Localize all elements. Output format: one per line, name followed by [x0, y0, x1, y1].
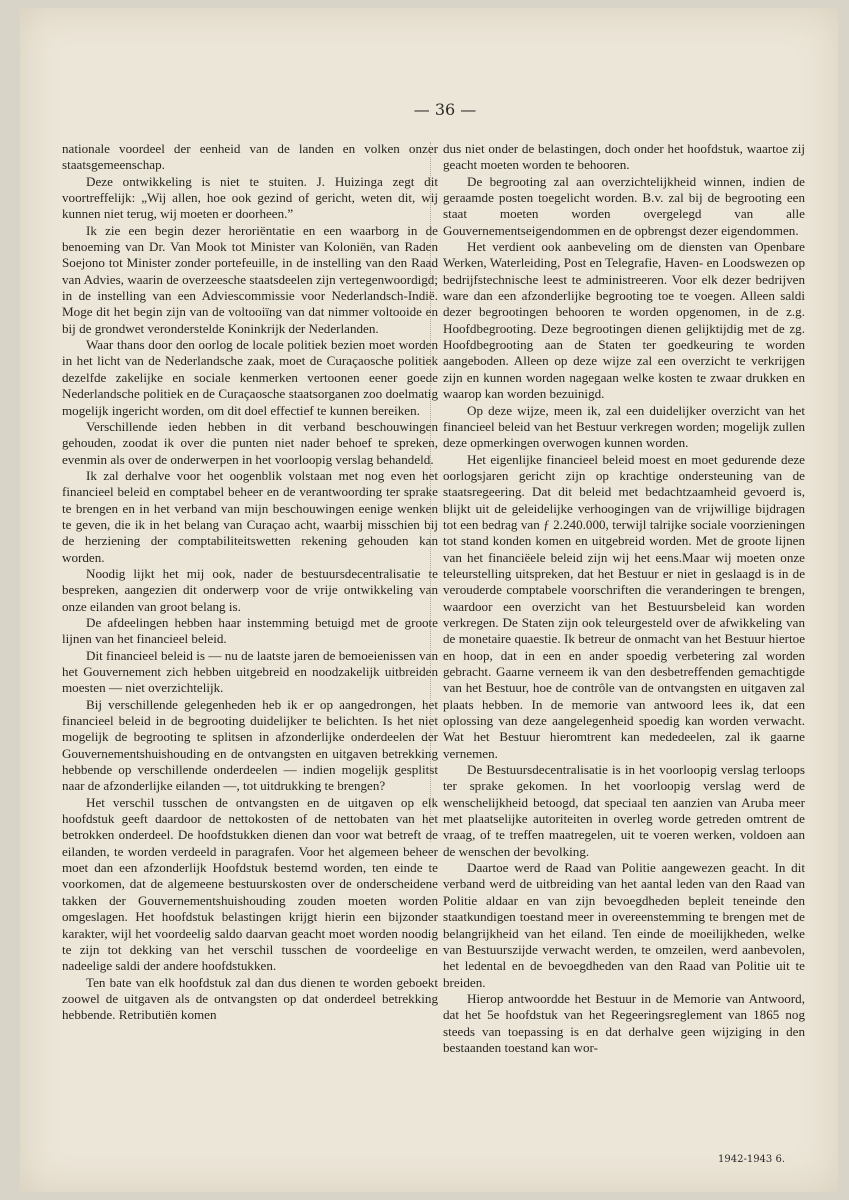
paragraph: Het verdient ook aanbeveling om de diensten van Openbare Werken, Waterleiding, Post en Telegrafie, Haven- en Loodswezen op bedrijfstechnische leest te administreeren. Voor elk dezer bedrijven ware dan een afzonderlijke begrooting toe te voegen. Alleen saldi dezer begrootingen behooren te worden opgenomen, in de z.g. Hoofdbegrooting. Deze begrootingen dienen gelijktijdig met de zg. Hoofdbegrooting aan de Staten ter goedkeuring te worden aangeboden. Alleen op deze wijze zal een overzicht te verkrijgen zijn en kunnen worden nagegaan welke kosten te zwaar drukken en waarop kan worden bezuinigd. [443, 239, 805, 402]
paragraph: De afdeelingen hebben haar instemming betuigd met de groote lijnen van het financieel beleid. [62, 614, 438, 647]
paragraph: Verschillende ieden hebben in dit verband beschouwingen gehouden, zoodat ik over die punten niet nader behoef te spreken, evenmin als over de onderwerpen in het voorloopig verslag behandeld. [62, 418, 438, 467]
paragraph: Het verschil tusschen de ontvangsten en de uitgaven op elk hoofdstuk geeft daardoor de nettokosten of de nettobaten van het betrokken onderdeel. De hoofdstukken dienen dan voor wat betreft de eilanden, te worden verdeeld in paragrafen. Voor het algemeen beheer moet dan een afzonderlijk Hoofdstuk bestemd worden, ten einde te voorkomen, dat de algemeene bestuurskosten over de onderscheidene takken der Gouvernementshuishouding zouden moeten worden omgeslagen. Het hoofdstuk belastingen krijgt hierin een bijzonder karakter, wijl het voordeelig saldo daarvan geacht moet worden noodig te zijn tot dekking van het verschil tusschen de voordeelige en nadeelige saldi der andere hoofdstukken. [62, 794, 438, 974]
paragraph: Ten bate van elk hoofdstuk zal dan dus dienen te worden geboekt zoowel de uitgaven als de ontvangsten op dat onderdeel betrekking hebbende. Retributiën komen [62, 974, 438, 1023]
paragraph: Dit financieel beleid is — nu de laatste jaren de bemoeienissen van het Gouvernement zich hebben uitgebreid en noodzakelijk uitbreiden moesten — niet overzichtelijk. [62, 647, 438, 696]
paragraph: Hierop antwoordde het Bestuur in de Memorie van Antwoord, dat het 5e hoofdstuk van het Regeeringsreglement van 1865 nog steeds van toepassing is en dat derhalve geen wijziging in den bestaanden toestand kan wor- [443, 990, 805, 1055]
paragraph: De begrooting zal aan overzichtelijkheid winnen, indien de geraamde posten toegelicht worden. B.v. zal bij de begrooting een staat moeten worden overgelegd van alle Gouvernementseigendommen en de opbrengst dezer eigendommen. [443, 173, 805, 238]
paragraph: Op deze wijze, meen ik, zal een duidelijker overzicht van het financieel beleid van het Bestuur verkregen worden; mogelijk zullen deze opmerkingen overwogen kunnen worden. [443, 402, 805, 451]
footer-mark: 1942-1943 6. [718, 1154, 785, 1165]
document-page [20, 8, 838, 1192]
paragraph: Bij verschillende gelegenheden heb ik er op aangedrongen, het financieel beleid in de begrooting duidelijker te belichten. Is het niet mogelijk de begrooting te splitsen in afzonderlijke onderdeelen der Gouvernementshuishouding en de ontvangsten en uitgaven betrekking hebbende op verschillende onderdeelen — indien mogelijk gesplitst naar de afzonderlijke eilanden —, tot uitdrukking te brengen? [62, 696, 438, 794]
left-column [62, 141, 438, 1024]
paragraph: Noodig lijkt het mij ook, nader de bestuursdecentralisatie te bespreken, aangezien dit onderwerp voor de vrije ontwikkeling van onze eilanden van groot belang is. [62, 565, 438, 614]
paragraph: Ik zie een begin dezer heroriëntatie en een waarborg in de benoeming van Dr. Van Mook tot Minister van Koloniën, van Raden Soejono tot Minister zonder portefeuille, in de instelling van den Raad van Advies, waarin de overzeesche staatsdeelen zijn vertegenwoordigd; in de instelling van een Adviescommissie voor Nederlandsch-Indië. Moge dit het begin zijn van de voltooiïng van dat nimmer voltooide en bij de grondwet veronderstelde Koninkrijk der Nederlanden. [62, 222, 438, 336]
paragraph: Waar thans door den oorlog de locale politiek bezien moet worden in het licht van de Nederlandsche zaak, moet de Curaçaosche politiek dezelfde zakelijke en sociale kenmerken vertoonen eener goede Nederlandsche politiek en de Curaçaosche staatsorganen zoo doelmatig mogelijk ingericht worden, om dit doel effectief te kunnen bereiken. [62, 337, 438, 418]
column-divider [430, 142, 432, 842]
paragraph: Daartoe werd de Raad van Politie aangewezen geacht. In dit verband werd de uitbreiding van het aantal leden van den Raad van Politie aldaar en van zijn bevoegdheden bepleit teneinde den staatkundigen toestand meer in overeenstemming te brengen met de belangrijkheid van het eiland. Ten einde de moeilijkheden, welke van Bestuurszijde verwacht werden, te omzeilen, werd aanbevolen, het ledental en de bevoegdheden van den Raad van Politie uit te breiden. [443, 860, 805, 990]
paragraph: Ik zal derhalve voor het oogenblik volstaan met nog even het financieel beleid en comptabel beheer en de verantwoording ter sprake te brengen en in het verband van mijn beschouwingen eenige wenken te geven, die ik in het belang van Curaçao acht, waarbij misschien bij de herziening der comptabiliteitswetten rekening gehouden kan worden. [62, 467, 438, 565]
page-number: — 36 — [413, 100, 477, 119]
right-column [443, 141, 805, 1056]
paragraph: dus niet onder de belastingen, doch onder het hoofdstuk, waartoe zij geacht moeten worden te behooren. [443, 141, 805, 173]
paragraph: De Bestuursdecentralisatie is in het voorloopig verslag terloops ter sprake gekomen. In het voorloopig verslag werd de wenschelijkheid betoogd, dat speciaal ten aanzien van Aruba meer met plaatselijke autoriteiten in overleg worde getreden omtrent de vraag, of te treffen maatregelen, uit te voeren werken, voldoen aan de wenschen der bevolking. [443, 762, 805, 859]
paragraph: Het eigenlijke financieel beleid moest en moet gedurende deze oorlogsjaren gericht zijn op krachtige ondersteuning van de staatsregeering. Dat dit beleid met bedachtzaamheid gevoerd is, blijkt uit de geleidelijke verhoogingen van de vrijwillige bijdragen tot een bedrag van ƒ 2.240.000, terwijl talrijke sociale voorzieningen tot stand konden komen en uitgebreid worden. Met de groote lijnen van het financiëele beleid zijn wij het eens.Maar wij moeten onze teleurstelling uitspreken, dat het Bestuur er niet in geslaagd is in de verouderde comptabele voorschriften die veranderingen te brengen, waardoor een overzicht van het Bestuursbeleid kan worden verkregen. De Staten zijn ook teleurgesteld over de afwikkeling van de monetaire quaestie. Ik betreur de onmacht van het Bestuur hiertoe en hoop, dat in een en ander spoedig verbetering zal worden gebracht. Gaarne verneem ik van den desbetreffenden gemachtigde van het Bestuur, hoe de contrôle van de ontvangsten en uitgaven zal plaats hebben. In de memorie van antwoord lees ik, dat een oplossing van deze aangelegenheid spoedig kan worden verwacht. Wat het Bestuur hieromtrent kan mededeelen, zal ik gaarne vernemen. [443, 451, 805, 761]
paragraph: nationale voordeel der eenheid van de landen en volken onzer staatsgemeenschap. [62, 141, 438, 173]
paragraph: Deze ontwikkeling is niet te stuiten. J. Huizinga zegt dit voortreffelijk: „Wij allen, hoe ook gezind of gericht, weten dit, wij kunnen niet terug, wij moeten er doorheen.” [62, 173, 438, 222]
